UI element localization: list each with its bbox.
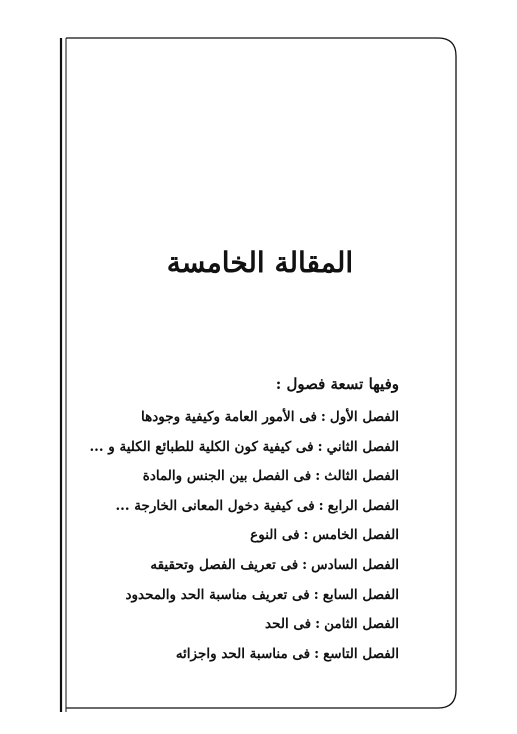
- chapter-label: الفصل الخامس: [312, 527, 399, 544]
- chapter-label: الفصل التاسع: [323, 645, 399, 662]
- chapter-label: الفصل الرابع: [327, 497, 399, 514]
- chapter-item-4: الفصل الرابع:فى كيفية دخول المعانى الخارجة ...: [115, 497, 399, 514]
- chapter-topic: فى الفصل بين الجنس والمادة: [142, 468, 312, 485]
- chapter-item-1: الفصل الأول:فى الأمور العامة وكيفية وجودها: [141, 409, 399, 425]
- chapter-item-8: الفصل الثامن:فى الحد: [265, 616, 399, 633]
- chapter-topic: فى الحد: [265, 616, 312, 633]
- chapter-topic: فى الأمور العامة وكيفية وجودها: [141, 409, 317, 425]
- chapter-topic: فى كيفية كون الكلية للطبائع الكلية و ...: [89, 438, 314, 455]
- chapter-item-9: الفصل التاسع:فى مناسبة الحد واجزائه: [175, 645, 399, 662]
- chapter-topic: فى النوع: [250, 527, 300, 544]
- chapter-topic: فى كيفية دخول المعانى الخارجة ...: [115, 497, 315, 514]
- chapter-topic: فى مناسبة الحد واجزائه: [175, 645, 311, 662]
- chapter-list: [89, 372, 399, 673]
- chapter-item-3: الفصل الثالث:فى الفصل بين الجنس والمادة: [142, 468, 399, 485]
- chapter-item-5: الفصل الخامس:فى النوع: [250, 527, 399, 544]
- chapter-label: الفصل الأول: [329, 409, 399, 425]
- chapter-item-7: الفصل السابع:فى تعريف مناسبة الحد والمحدود: [125, 586, 399, 603]
- chapter-item-2: الفصل الثاني:فى كيفية كون الكلية للطبائع الكلية و ...: [89, 438, 399, 455]
- chapter-label: الفصل الثامن: [324, 616, 399, 633]
- chapter-list-intro: وفيها تسعة فصول :: [275, 375, 399, 393]
- chapter-label: الفصل السابع: [322, 586, 399, 603]
- page-title: المقالة الخامسة: [166, 246, 354, 279]
- chapter-label: الفصل الثاني: [326, 438, 399, 455]
- chapter-label: الفصل السادس: [311, 556, 399, 573]
- chapter-topic: فى تعريف الفصل وتحقيقه: [150, 556, 299, 573]
- chapter-label: الفصل الثالث: [324, 468, 399, 485]
- chapter-item-6: الفصل السادس:فى تعريف الفصل وتحقيقه: [150, 556, 399, 573]
- chapter-topic: فى تعريف مناسبة الحد والمحدود: [125, 586, 310, 603]
